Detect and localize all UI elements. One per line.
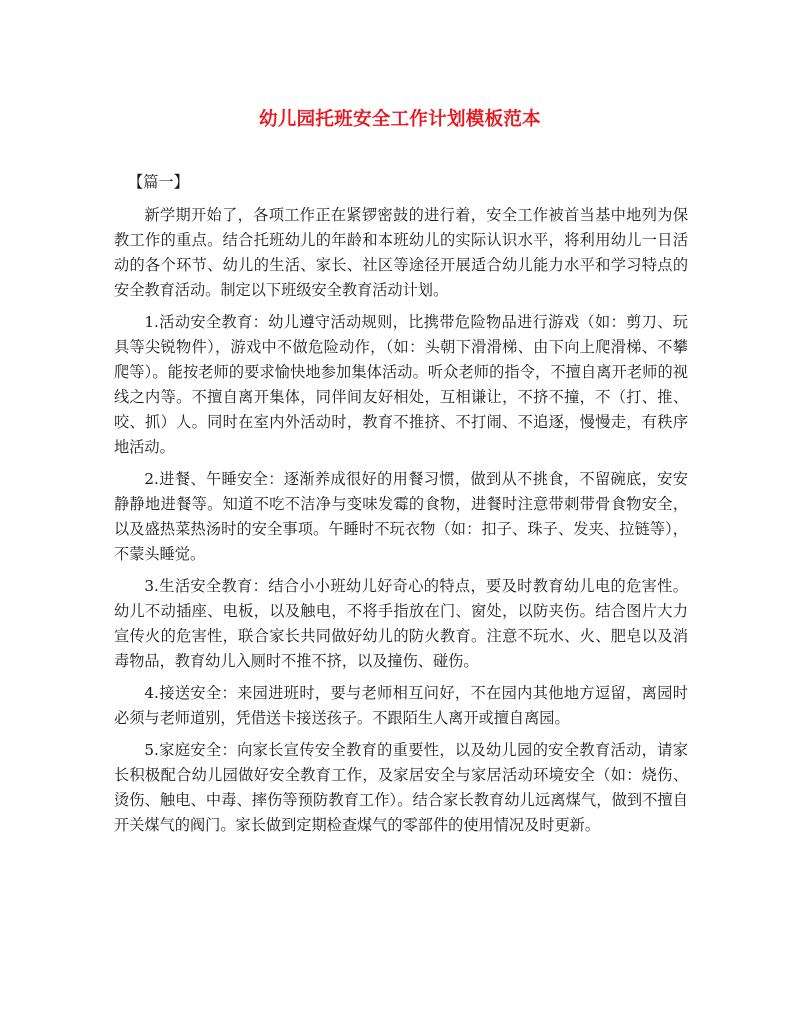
paragraph-activity-safety: 1.活动安全教育：幼儿遵守活动规则，比携带危险物品进行游戏（如：剪刀、玩具等尖锐物件），游戏中不做危险动作，（如：头朝下滑滑梯、由下向上爬滑梯、不攀爬等）。能按老师的要求愉快地参加集体活动。听众老师的指令，不擅自离开老师的视线之内等。不擅自离开集体，同伴间友好相处，互相谦让，不挤不撞，不（打、推、咬、抓）人。同时在室内外活动时，教育不推挤、不打闹、不追逐，慢慢走，有秩序地活动。: [114, 313, 688, 456]
paragraph-intro: 新学期开始了，各项工作正在紧锣密鼓的进行着，安全工作被首当基中地列为保教工作的重点。结合托班幼儿的年龄和本班幼儿的实际认识水平，将利用幼儿一日活动的各个环节、幼儿的生活、家长、社区等途径开展适合幼儿能力水平和学习特点的安全教育活动。制定以下班级安全教育活动计划。: [114, 206, 688, 299]
paragraph-pickup-safety: 4.接送安全：来园进班时，要与老师相互问好，不在园内其他地方逗留，离园时必须与老师道别，凭借送卡接送孩子。不跟陌生人离开或擅自离园。: [114, 684, 688, 727]
section-label: 【篇一】: [128, 173, 189, 191]
document-title: 幼儿园托班安全工作计划模板范本: [258, 109, 541, 130]
paragraph-home-safety: 5.家庭安全：向家长宣传安全教育的重要性，以及幼儿园的安全教育活动，请家长积极配合幼儿园做好安全教育工作，及家居安全与家居活动环境安全（如：烧伤、烫伤、触电、中毒、摔伤等预防教育工作）。结合家长教育幼儿远离煤气，做到不擅自开关煤气的阀门。家长做到定期检查煤气的零部件的使用情况及时更新。: [114, 741, 688, 834]
paragraph-daily-life-safety: 3.生活安全教育：结合小小班幼儿好奇心的特点，要及时教育幼儿电的危害性。幼儿不动插座、电板，以及触电，不将手指放在门、窗处，以防夹伤。结合图片大力宣传火的危害性，联合家长共同做好幼儿的防火教育。注意不玩水、火、肥皂以及消毒物品，教育幼儿入厕时不推不挤，以及撞伤、碰伤。: [114, 577, 688, 670]
paragraph-meal-nap-safety: 2.进餐、午睡安全：逐渐养成很好的用餐习惯，做到从不挑食，不留碗底，安安静静地进餐等。知道不吃不洁净与变味发霉的食物，进餐时注意带刺带骨食物安全，以及盛热菜热汤时的安全事项。午睡时不玩衣物（如：扣子、珠子、发夹、拉链等），不蒙头睡觉。: [114, 470, 688, 563]
document-body: [114, 170, 688, 845]
